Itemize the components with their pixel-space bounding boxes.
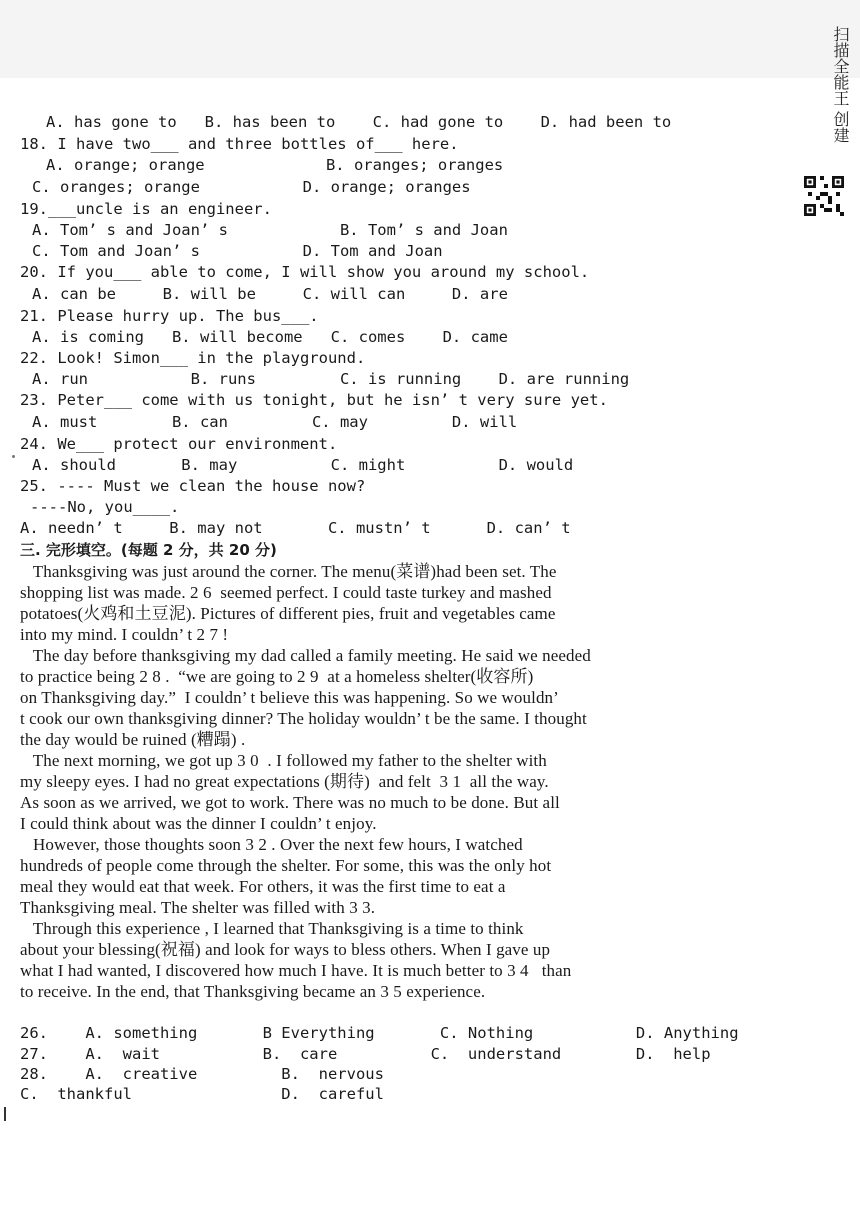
passage-line: my sleepy eyes. I had no great expectations (期待) and felt 3 1 all the way.	[20, 772, 549, 791]
passage-line: what I had wanted, I discovered how much I have. It is much better to 3 4 than	[20, 961, 572, 980]
passage-line: on Thanksgiving day.” I couldn’ t believe this was happening. So we wouldn’	[20, 688, 559, 707]
question-line: A. Tom’ s and Joan’ s B. Tom’ s and Joan	[32, 221, 508, 239]
question-line: 18. I have two___ and three bottles of___ here.	[20, 135, 459, 153]
passage-line: about your blessing(祝福) and look for ways to bless others. When I gave up	[20, 940, 551, 959]
question-line: 20. If you___ able to come, I will show you around my school.	[20, 263, 590, 281]
passage-line: to receive. In the end, that Thanksgiving became an 3 5 experience.	[20, 982, 486, 1001]
question-line: 19.___uncle is an engineer.	[20, 200, 272, 218]
passage-line: hundreds of people come through the shelter. For some, this was the only hot	[20, 856, 552, 875]
scan-top-band	[0, 0, 860, 78]
question-line: A. must B. can C. may D. will	[32, 413, 518, 431]
question-line: 22. Look! Simon___ in the playground.	[20, 349, 366, 367]
passage-line: potatoes(火鸡和土豆泥). Pictures of different pies, fruit and vegetables came	[20, 604, 556, 623]
question-line: A. is coming B. will become C. comes D. came	[32, 328, 508, 346]
question-line: C. thankful D. careful	[20, 1085, 384, 1103]
question-line: 24. We___ protect our environment.	[20, 435, 338, 453]
question-line: A. can be B. will be C. will can D. are	[32, 285, 508, 303]
question-line: 25. ---- Must we clean the house now?	[20, 477, 366, 495]
question-line: 27. A. wait B. care C. understand D. help	[20, 1045, 711, 1063]
passage-line: However, those thoughts soon 3 2 . Over the next few hours, I watched	[20, 835, 523, 854]
edge-mark	[4, 1107, 6, 1121]
question-line: A. run B. runs C. is running D. are running	[32, 370, 630, 388]
question-line: C. Tom and Joan’ s D. Tom and Joan	[32, 242, 443, 260]
passage-line: As soon as we arrived, we got to work. There was no much to be done. But all	[20, 793, 560, 812]
scanner-watermark: 扫描全能王 创建	[831, 26, 850, 144]
passage-line: Thanksgiving meal. The shelter was filled with 3 3.	[20, 898, 376, 917]
passage-line: The next morning, we got up 3 0 . I followed my father to the shelter with	[20, 751, 547, 770]
question-line: 23. Peter___ come with us tonight, but he isn’ t very sure yet.	[20, 391, 608, 409]
question-line: C. oranges; orange D. orange; oranges	[32, 178, 471, 196]
section-heading: 三. 完形填空。(每题 2 分，共 20 分)	[20, 541, 277, 559]
question-line: A. orange; orange B. oranges; oranges	[46, 156, 504, 174]
question-line: 26. A. something B Everything C. Nothing D. Anything	[20, 1024, 739, 1042]
passage-line: Through this experience , I learned that Thanksgiving is a time to think	[20, 919, 524, 938]
passage-line: to practice being 2 8 . “we are going to 2 9 at a homeless shelter(收容所)	[20, 667, 534, 686]
question-line: ----No, you____.	[30, 498, 180, 516]
passage-line: Thanksgiving was just around the corner. The menu(菜谱)had been set. The	[20, 562, 557, 581]
passage-line: meal they would eat that week. For others, it was the first time to eat a	[20, 877, 506, 896]
question-line: A. needn’ t B. may not C. mustn’ t D. can’ t	[20, 519, 571, 537]
passage-line: the day would be ruined (糟蹋) .	[20, 730, 246, 749]
question-line: A. should B. may C. might D. would	[32, 456, 574, 474]
passage-line: I could think about was the dinner I couldn’ t enjoy.	[20, 814, 377, 833]
scan-speck	[12, 455, 15, 458]
passage-line: shopping list was made. 2 6 seemed perfect. I could taste turkey and mashed	[20, 583, 552, 602]
question-line: A. has gone to B. has been to C. had gone to D. had been to	[46, 113, 672, 131]
passage-line: t cook our own thanksgiving dinner? The holiday wouldn’ t be the same. I thought	[20, 709, 587, 728]
question-line: 28. A. creative B. nervous	[20, 1065, 384, 1083]
passage-line: The day before thanksgiving my dad called a family meeting. He said we needed	[20, 646, 591, 665]
passage-line: into my mind. I couldn’ t 2 7 !	[20, 625, 229, 644]
question-line: 21. Please hurry up. The bus___.	[20, 307, 319, 325]
qr-code-icon	[804, 176, 844, 216]
